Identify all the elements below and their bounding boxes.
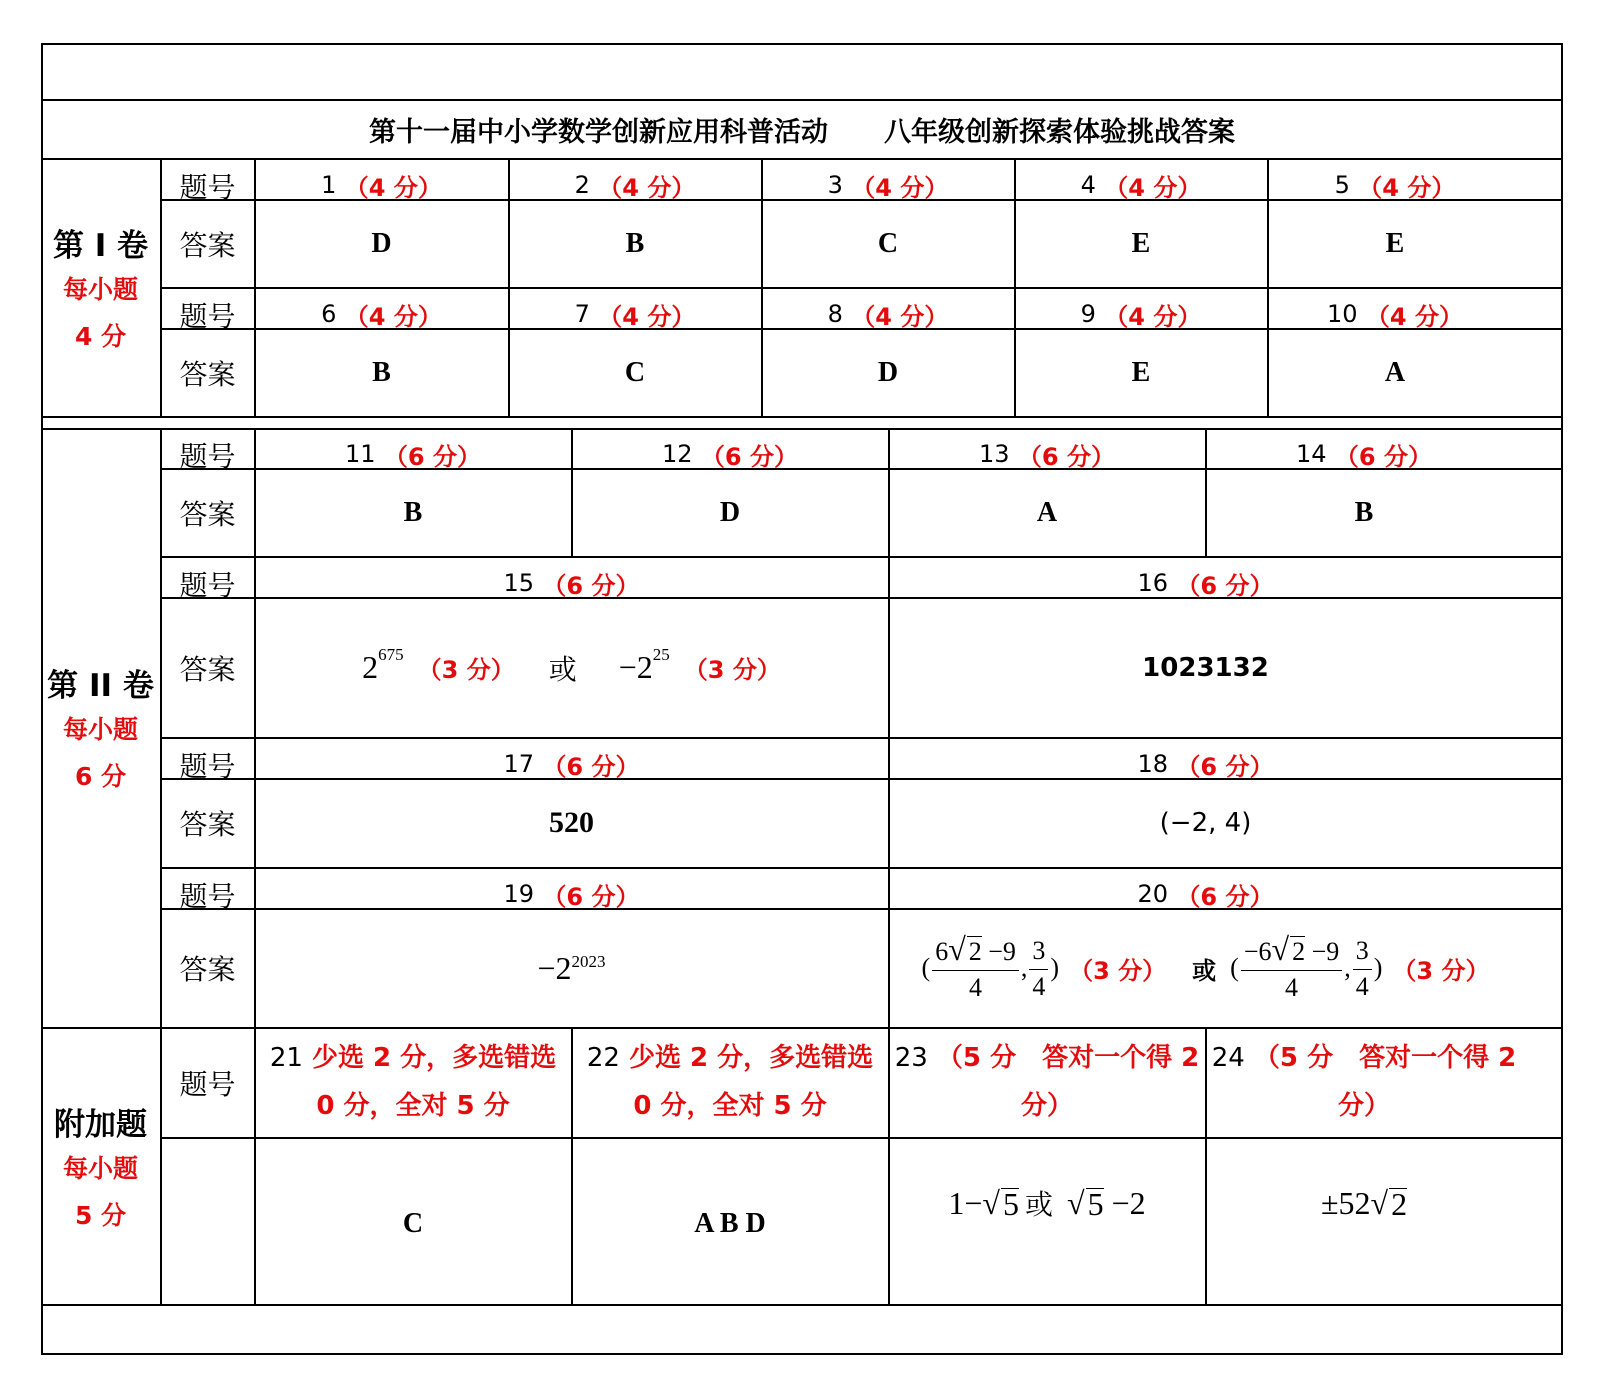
answer-19: −2 $^{2023}$: [537, 949, 606, 986]
title-right: 八年级创新探索体验挑战答案: [884, 116, 1235, 148]
answer-10: A: [1384, 356, 1406, 388]
row-label-daan: 答案: [179, 652, 236, 686]
question-header-3: 3 （4 分）: [827, 171, 949, 202]
divider: [161, 556, 1563, 558]
divider: [161, 287, 1563, 289]
answer-3: C: [877, 227, 899, 259]
divider: [41, 1027, 1563, 1029]
section1-name: 第 I 卷: [52, 227, 149, 264]
question-header-16: 16 （6 分）: [1137, 569, 1274, 600]
title-left: 第十一届中小学数学创新应用科普活动: [369, 116, 828, 148]
question-header-13: 13 （6 分）: [979, 440, 1115, 471]
row-label-tihao: 题号: [179, 880, 236, 913]
answer-12: D: [719, 496, 741, 528]
answer-22: A B D: [694, 1208, 766, 1239]
row-label-daan: 答案: [179, 228, 236, 262]
divider: [41, 158, 1563, 160]
answer-24: ±52 √ 2: [1320, 1184, 1408, 1222]
section1-sub2: 4 分: [74, 322, 127, 351]
question-header-8: 8 （4 分）: [827, 300, 949, 331]
page-title: [41, 100, 1563, 158]
answer-23: 1− √ 5 或 √ 5 −2: [948, 1184, 1146, 1222]
answer-17: 520: [549, 806, 594, 839]
question-header-9: 9 （4 分）: [1080, 300, 1202, 331]
answer-20-x1: $\frac{6√ 2 -9}{4}$: [932, 931, 1019, 1005]
question-header-6: 6 （4 分）: [321, 300, 442, 331]
section1-sub1: 每小题: [62, 275, 138, 304]
answer-16: 1023132: [1142, 652, 1269, 683]
question-header-18: 18 （6 分）: [1137, 750, 1274, 781]
question-header-21: 21 少选 2 分，多选错选 0 分，全对 5 分: [269, 1043, 557, 1121]
question-header-15: 15 （6 分）: [503, 569, 640, 600]
row-label-tihao: 题号: [179, 569, 236, 602]
section2-sub2: 6 分: [74, 762, 127, 791]
section2-name: 第 II 卷: [47, 667, 154, 704]
answer-14: B: [1354, 496, 1374, 528]
answer-18: (−2, 4): [1159, 808, 1252, 838]
row-label-tihao: 题号: [179, 1067, 236, 1101]
question-header-10: 10 （4 分）: [1327, 300, 1463, 331]
question-header-23: 23 （5 分 答对一个得 2 分）: [894, 1043, 1200, 1121]
answer-11: B: [403, 496, 423, 528]
question-header-4: 4 （4 分）: [1080, 171, 1202, 202]
question-header-19: 19 （6 分）: [503, 880, 640, 911]
row-label-daan: 答案: [179, 953, 236, 986]
row-label-tihao: 题号: [179, 171, 236, 204]
answer-20-x2: $\frac{-6√ 2 -9}{4}$: [1241, 931, 1342, 1005]
divider: [161, 1137, 1563, 1139]
row-label-tihao: 题号: [179, 440, 236, 473]
divider: [41, 416, 1563, 418]
answer-15: $2^{675}$ （3 分） 或 $-2^{25}$ （3 分）: [362, 645, 781, 686]
answer-6: B: [372, 356, 391, 388]
question-header-22: 22 少选 2 分，多选错选 0 分，全对 5 分: [586, 1043, 874, 1121]
answer-4: E: [1131, 227, 1151, 259]
section3-sub2: 5 分: [74, 1201, 127, 1230]
answer-1: D: [371, 227, 392, 259]
question-header-1: 1 （4 分）: [321, 171, 442, 202]
question-header-17: 17 （6 分）: [503, 750, 640, 781]
answer-9: E: [1131, 356, 1151, 388]
question-header-2: 2 （4 分）: [574, 171, 696, 202]
answer-7: C: [624, 356, 646, 388]
answer-20-y1: $\frac{3}{4}$: [1029, 933, 1048, 1004]
answer-15-option1: $2^{675}$: [362, 645, 404, 685]
answer-21: C: [402, 1208, 424, 1239]
section3-sub1: 每小题: [62, 1154, 138, 1183]
answer-8: D: [877, 356, 899, 388]
answer-5: E: [1385, 227, 1405, 259]
row-label-daan: 答案: [179, 497, 236, 531]
row-label-daan: 答案: [179, 357, 236, 391]
divider: [161, 867, 1563, 869]
question-header-14: 14 （6 分）: [1296, 440, 1432, 471]
answer-20-y2: $\frac{3}{4}$: [1353, 933, 1372, 1004]
section2-sub1: 每小题: [62, 715, 138, 744]
section3-name: 附加题: [54, 1106, 147, 1143]
answer-13: A: [1036, 496, 1058, 528]
divider: [41, 1304, 1563, 1306]
question-header-20: 20 （6 分）: [1137, 880, 1274, 911]
divider: [41, 428, 1563, 430]
answer-15-option2: $-2^{25}$: [618, 645, 670, 685]
question-header-24: 24 （5 分 答对一个得 2 分）: [1211, 1043, 1517, 1121]
question-header-7: 7 （4 分）: [574, 300, 696, 331]
answer-20: ( $\frac{6√ 2 -9}{4}$ , $\frac{3}{4}$ ) （3 分） 或 ( $\frac{-6√ 2 -9}{4}$ , $\frac{3}{4}$ ) （3 分）: [889, 909, 1522, 1027]
row-label-daan: 答案: [179, 808, 236, 841]
answer-2: B: [625, 227, 645, 259]
question-header-11: 11 （6 分）: [345, 440, 481, 471]
question-header-5: 5 （4 分）: [1334, 171, 1456, 202]
question-header-12: 12 （6 分）: [662, 440, 798, 471]
divider: [161, 737, 1563, 739]
row-label-tihao: 题号: [179, 300, 236, 333]
row-label-tihao: 题号: [179, 750, 236, 783]
